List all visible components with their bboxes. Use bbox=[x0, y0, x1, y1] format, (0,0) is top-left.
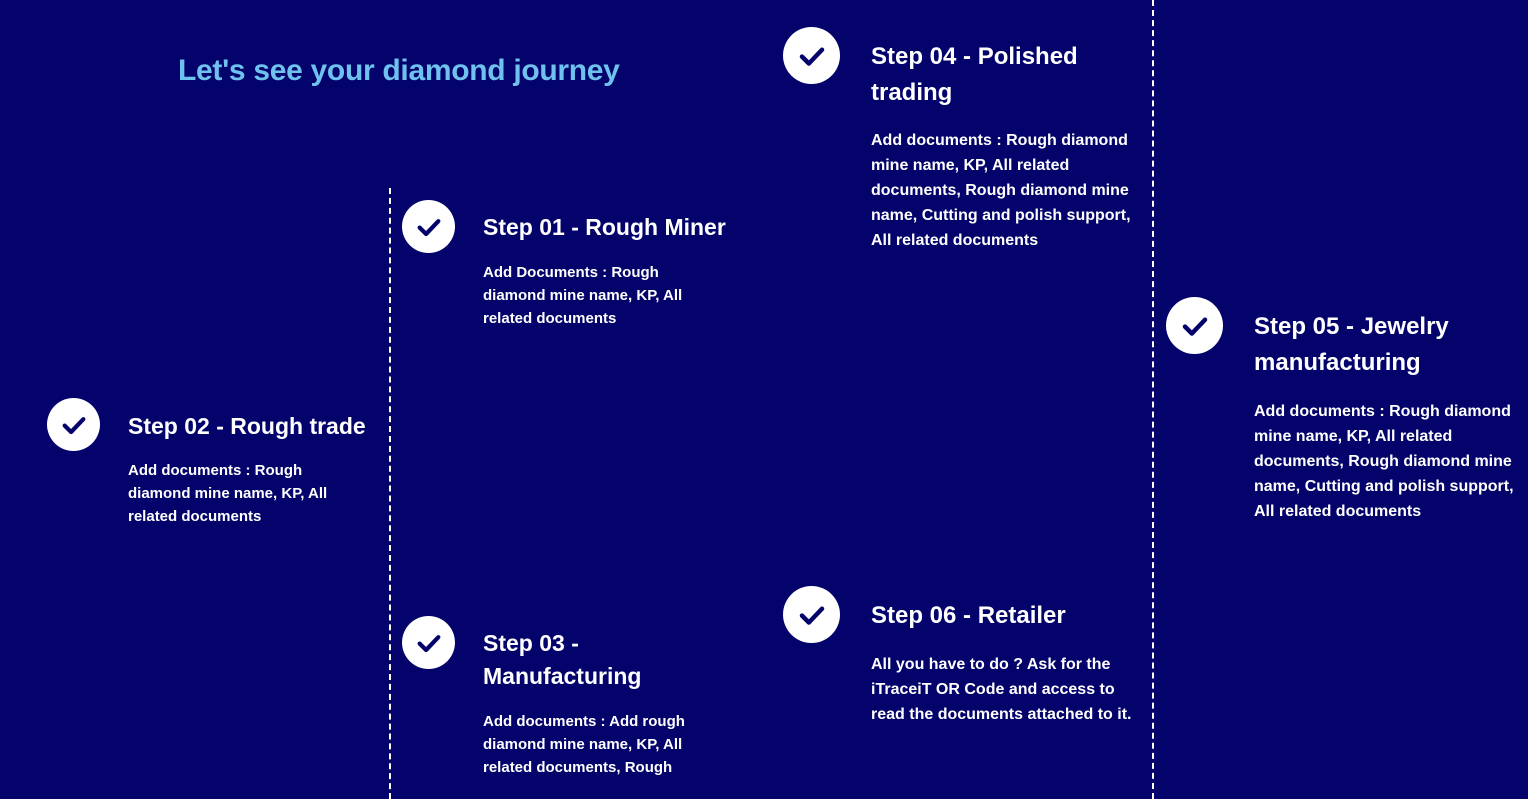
timeline-divider-left bbox=[389, 188, 391, 799]
step-description: Add documents : Rough diamond mine name, KP, All related documents, Rough diamond mine name, Cutting and polish support, All related documents bbox=[1254, 403, 1514, 520]
step-title: Step 01 - Rough Miner bbox=[483, 214, 726, 240]
step-description: Add documents : Rough diamond mine name, KP, All related documents, Rough diamond mine name, Cutting and polish support, All related documents bbox=[871, 132, 1131, 249]
step-title: Step 03 - Manufacturing bbox=[483, 630, 642, 689]
step-title: Step 04 - Polished trading bbox=[871, 43, 1078, 106]
step-title: Step 05 - Jewelry manufacturing bbox=[1254, 313, 1449, 376]
step-description: Add documents : Rough diamond mine name, KP, All related documents bbox=[128, 462, 328, 525]
check-icon bbox=[1166, 297, 1223, 354]
step-description: Add Documents : Rough diamond mine name, KP, All related documents bbox=[483, 264, 683, 327]
check-icon bbox=[783, 27, 840, 84]
page-title: Let's see your diamond journey bbox=[178, 54, 620, 87]
check-icon bbox=[783, 586, 840, 643]
step-title: Step 02 - Rough trade bbox=[128, 413, 366, 439]
step-title: Step 06 - Retailer bbox=[871, 602, 1066, 629]
check-icon bbox=[402, 200, 455, 253]
timeline-divider-right bbox=[1152, 0, 1154, 799]
step-description: Add documents : Add rough diamond mine name, KP, All related documents, Rough bbox=[483, 713, 685, 776]
check-icon bbox=[402, 616, 455, 669]
check-icon bbox=[47, 398, 100, 451]
step-description: All you have to do ? Ask for the iTraceiT OR Code and access to read the documents attached to it. bbox=[871, 656, 1132, 723]
